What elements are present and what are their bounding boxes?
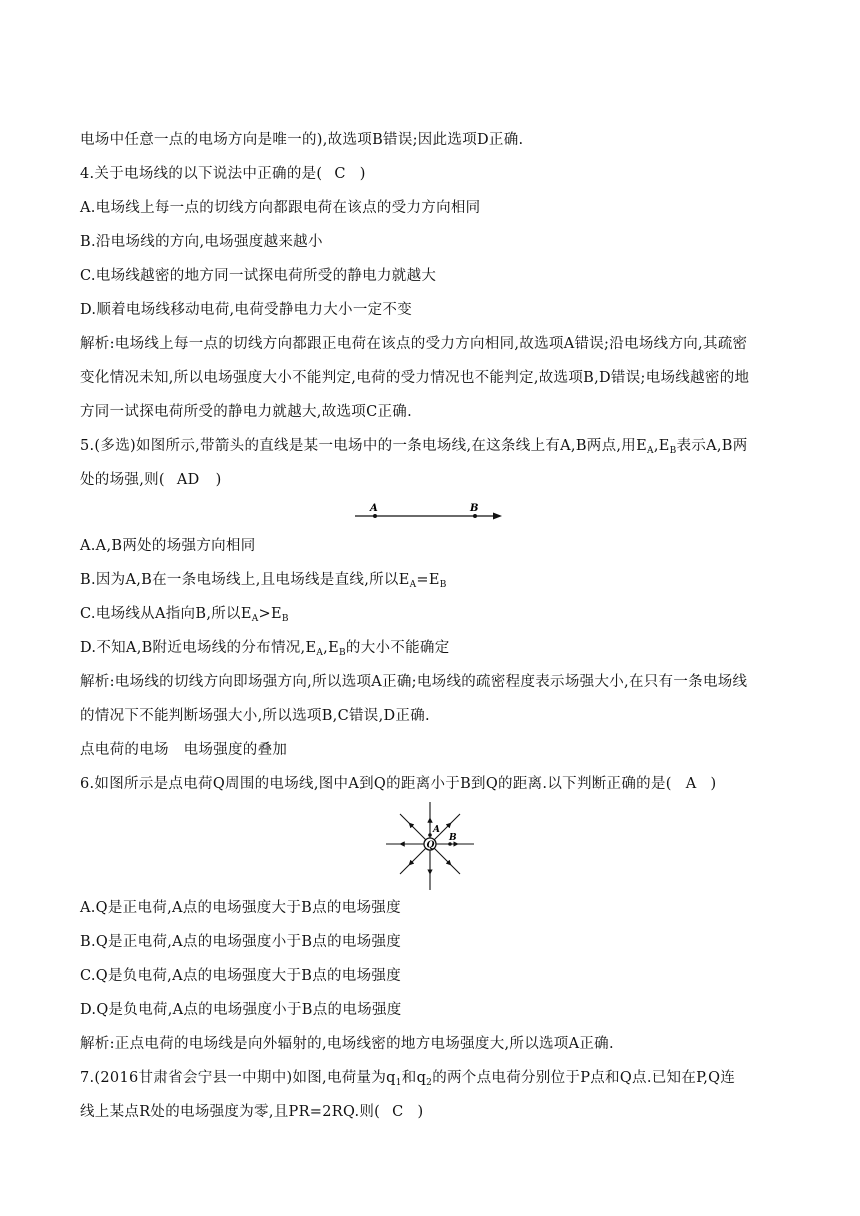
label-a: A (433, 825, 440, 835)
question-7: 7.(2016甘肃省会宁县一中期中)如图,电荷量为$q_1$和$q_2$的两个点电荷分别位于P点和Q点.已知在P,Q连 (80, 1070, 736, 1088)
point-b (473, 514, 477, 518)
option-d: D.不知A,B附近电场线的分布情况$,E_A,E_B$的大小不能确定 (80, 640, 450, 658)
question-6: 6.如图所示是点电荷Q周围的电场线,图中A到Q的距离小于B到Q的距离.以下判断正确的是( A ) (80, 776, 717, 792)
option-c: C.电场线越密的地方同一试探电荷所受的静电力就越大 (80, 268, 437, 284)
question-7: 线上某点R处的电场强度为零,且PR=2RQ.则( C ) (80, 1104, 424, 1120)
question-5: 5.(多选)如图所示,带箭头的直线是某一电场中的一条电场线,在这条线上有A,B两点,用$E_A,E_B$表示A,B两 (80, 438, 748, 456)
answer: AD (176, 472, 200, 488)
section-heading: 点电荷的电场 电场强度的叠加 (80, 742, 288, 758)
question-4: 4.关于电场线的以下说法中正确的是( C ) (80, 166, 366, 182)
option-a: A.电场线上每一点的切线方向都跟电荷在该点的受力方向相同 (80, 200, 481, 216)
label-q: Q (426, 840, 435, 851)
option-a: A.A,B两处的场强方向相同 (80, 538, 256, 554)
explanation: 的情况下不能判断场强大小,所以选项B,C错误,D正确. (80, 708, 430, 724)
answer: A (685, 776, 697, 792)
explanation: 变化情况未知,所以电场强度大小不能判定,电荷的受力情况也不能判定,故选项B,D错误;电场线越密的地 (80, 370, 750, 386)
answer: C (334, 166, 346, 182)
answer: C (392, 1104, 404, 1120)
explanation: 解析:电场线上每一点的切线方向都跟正电荷在该点的受力方向相同,故选项A错误;沿电场线方向,其疏密 (80, 336, 748, 352)
option-a: A.Q是正电荷,A点的电场强度大于B点的电场强度 (80, 900, 401, 916)
question-5: 处的场强,则( AD ) (80, 472, 222, 488)
option-b: B.因为A,B在一条电场线上,且电场线是直线,所以$E_A=E_B$ (80, 572, 447, 590)
explanation: 方同一试探电荷所受的静电力就越大,故选项C正确. (80, 404, 413, 420)
option-b: B.Q是正电荷,A点的电场强度小于B点的电场强度 (80, 934, 402, 950)
option-d: D.顺着电场线移动电荷,电荷受静电力大小一定不变 (80, 302, 413, 318)
label-b: B (449, 833, 457, 843)
label-b: B (470, 503, 479, 514)
explanation: 解析:正点电荷的电场线是向外辐射的,电场线密的地方电场强度大,所以选项A正确. (80, 1036, 614, 1052)
text-line: 电场中任意一点的电场方向是唯一的),故选项B错误;因此选项D正确. (80, 132, 524, 148)
option-d: D.Q是负电荷,A点的电场强度小于B点的电场强度 (80, 1002, 402, 1018)
label-a: A (370, 503, 378, 514)
point-a (373, 514, 377, 518)
option-c: C.Q是负电荷,A点的电场强度大于B点的电场强度 (80, 968, 402, 984)
point-a (428, 833, 432, 837)
electric-field-line-figure (350, 500, 510, 526)
point-charge-field-figure (384, 800, 476, 892)
explanation: 解析:电场线的切线方向即场强方向,所以选项A正确;电场线的疏密程度表示场强大小,在只有一条电场线 (80, 674, 748, 690)
option-c: C.电场线从A指向B,所以$E_A>E_B$ (80, 606, 289, 624)
option-b: B.沿电场线的方向,电场强度越来越小 (80, 234, 323, 250)
